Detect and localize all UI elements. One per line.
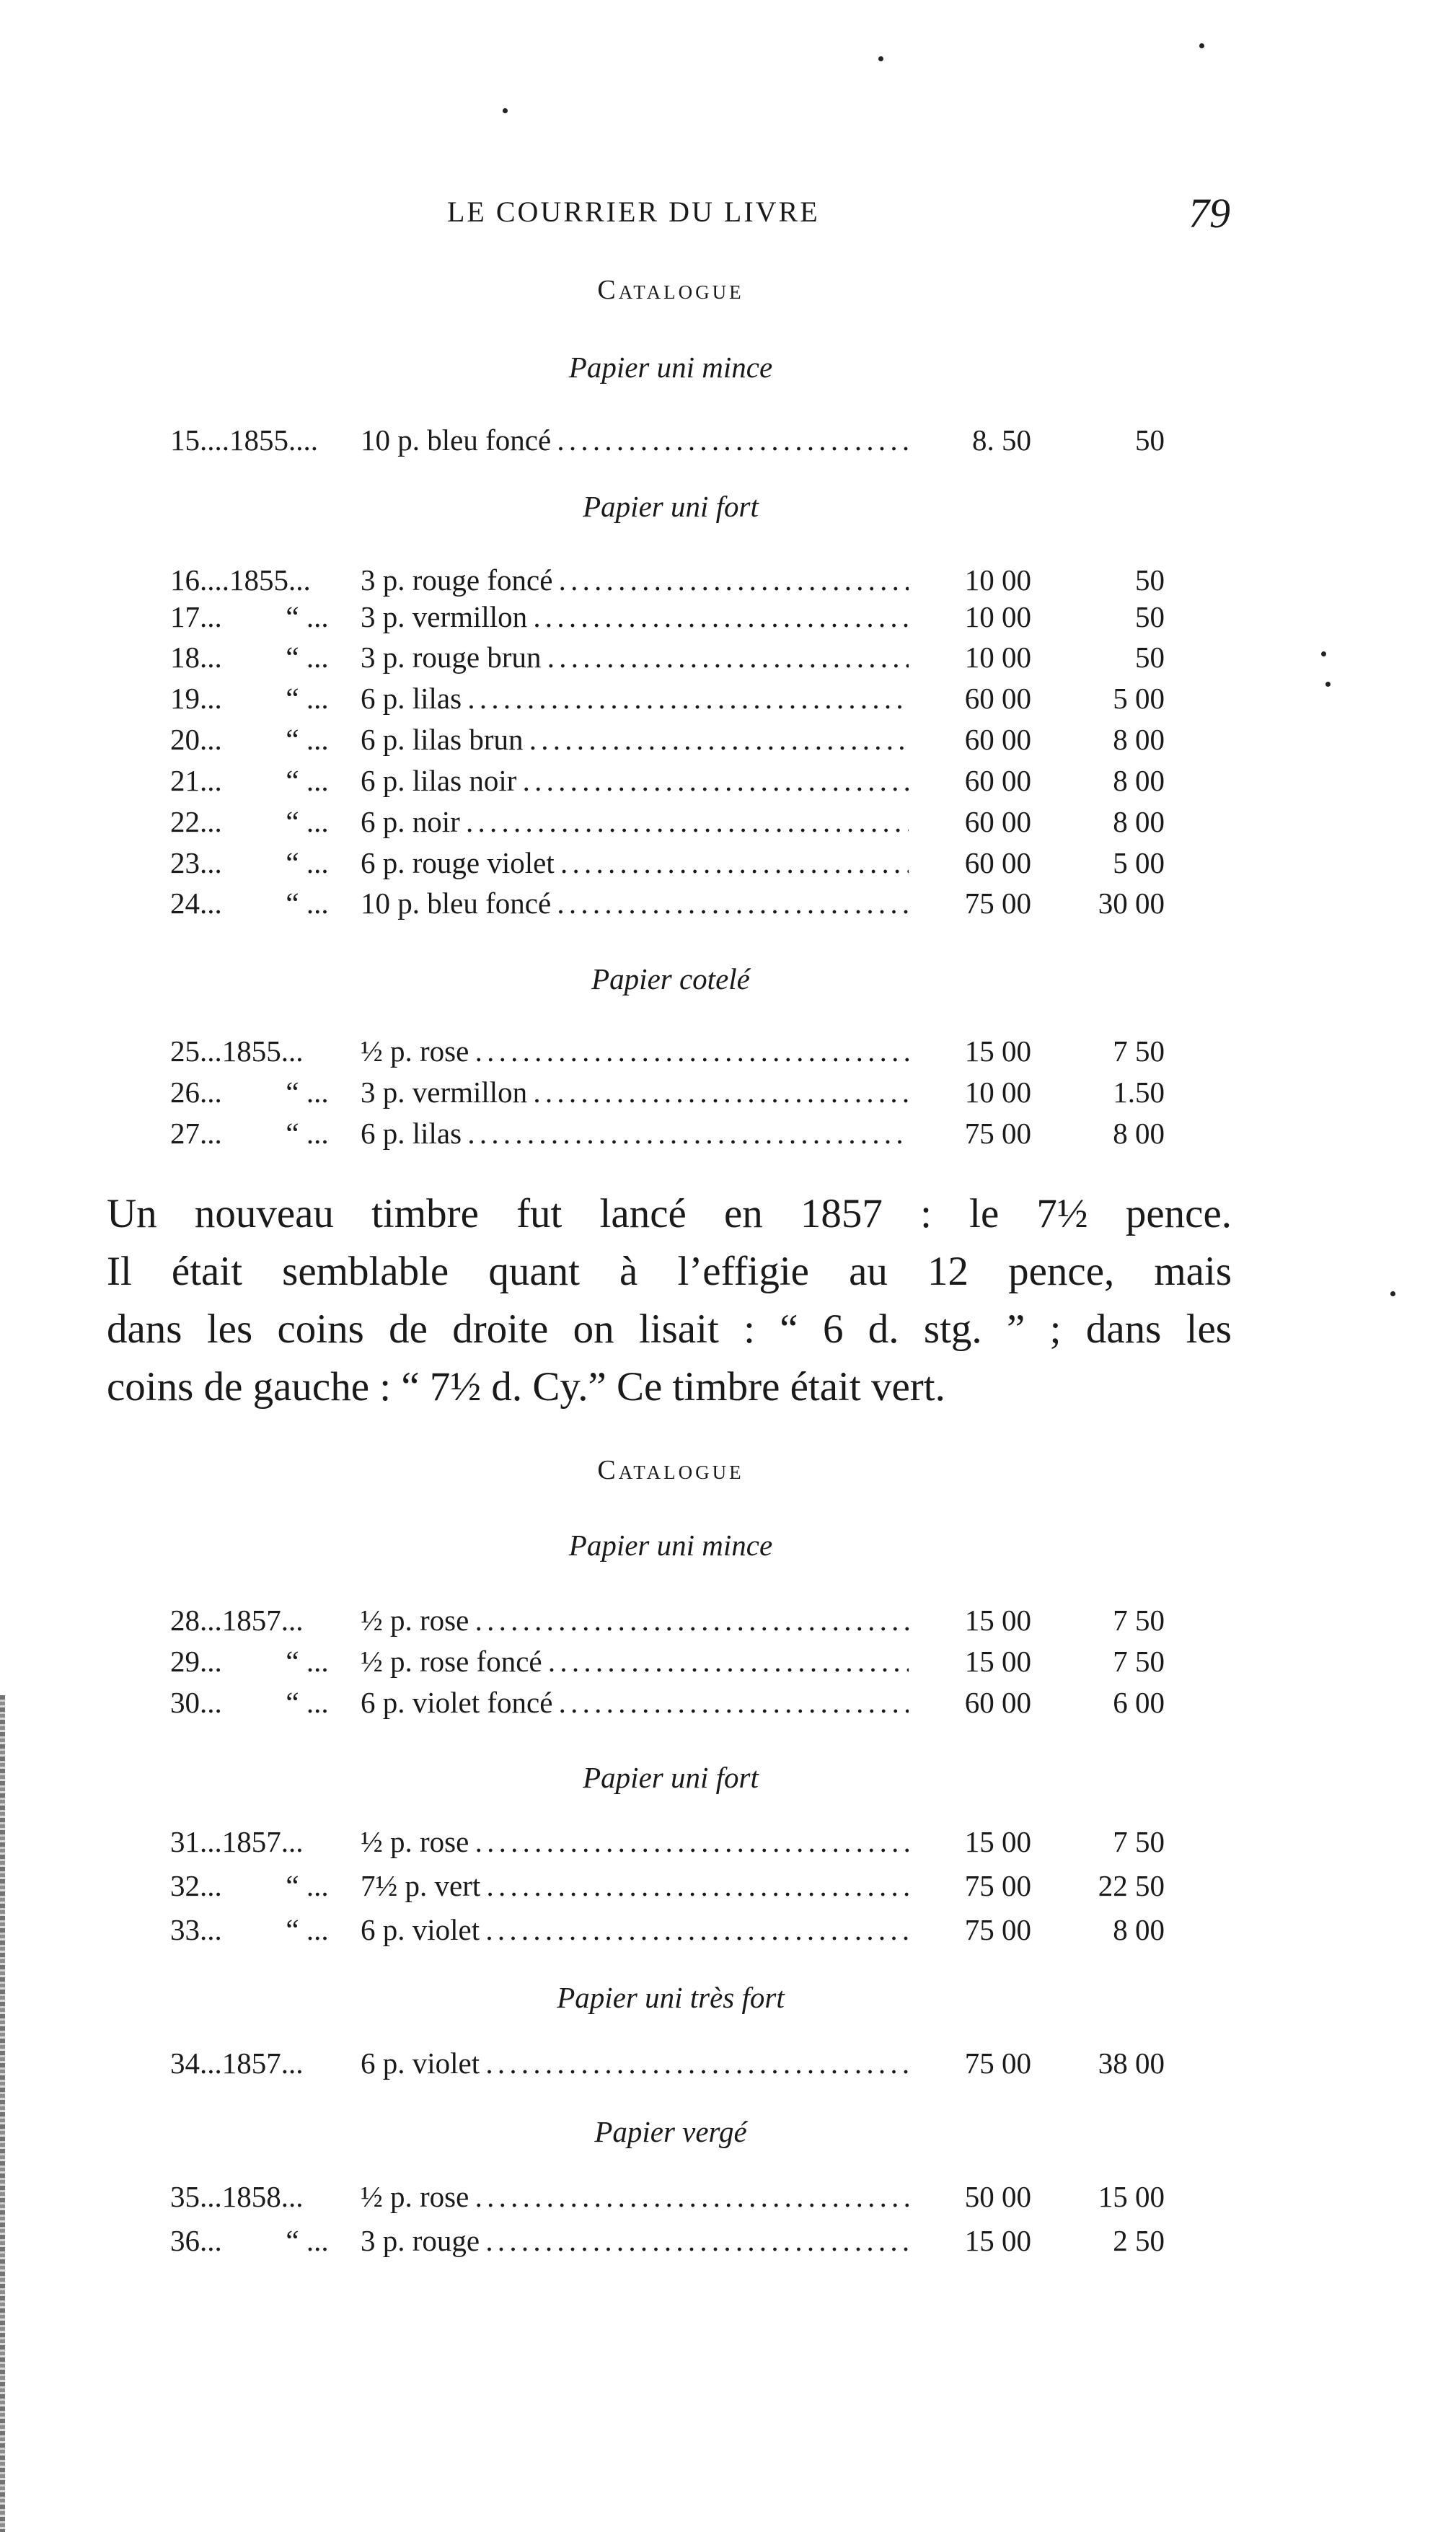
- table-row: [0, 640, 1456, 680]
- price-used: 38 00: [1098, 2047, 1165, 2080]
- stamp-description: ½ p. rose . . .: [361, 1034, 909, 1068]
- table-row: [0, 804, 1456, 845]
- ditto-mark: “ ...: [286, 846, 329, 879]
- price-used: 1.50: [1113, 1076, 1165, 1109]
- price-used: 8 00: [1113, 723, 1165, 756]
- section-title: Papier uni fort: [583, 490, 759, 523]
- price-new: 10 00: [964, 563, 1031, 597]
- stamp-description: 3 p. rouge brun . . .: [361, 640, 909, 674]
- stamp-number: 20...: [170, 723, 222, 756]
- section-title: Papier uni fort: [583, 1761, 759, 1794]
- price-used: 22 50: [1098, 1869, 1165, 1902]
- table-row: [0, 2223, 1456, 2264]
- table-row: [0, 1034, 1456, 1074]
- ditto-mark: “ ...: [286, 764, 329, 797]
- table-row: [0, 1603, 1456, 1643]
- table-row: [0, 886, 1456, 926]
- ditto-mark: “ ...: [286, 1913, 329, 1946]
- stamp-description: 3 p. rouge . . .: [361, 2223, 909, 2258]
- price-new: 75 00: [964, 1913, 1031, 1946]
- price-used: 50: [1135, 641, 1165, 674]
- stamp-number: 15....1855....: [170, 423, 318, 457]
- stamp-number: 18...: [170, 641, 222, 674]
- price-used: 7 50: [1113, 1645, 1165, 1678]
- stamp-description: 6 p. rouge violet . . .: [361, 845, 909, 880]
- stamp-description: 6 p. lilas . . .: [361, 681, 909, 716]
- table-row: [0, 2046, 1456, 2086]
- section-title: Papier uni très fort: [557, 1981, 785, 2014]
- ditto-mark: “ ...: [286, 887, 329, 920]
- price-new: 60 00: [964, 846, 1031, 879]
- stamp-number: 24...: [170, 887, 222, 920]
- table-row: [0, 1685, 1456, 1726]
- ditto-mark: “ ...: [286, 641, 329, 674]
- ditto-mark: “ ...: [286, 1076, 329, 1109]
- price-new: 15 00: [964, 1825, 1031, 1858]
- ditto-mark: “ ...: [286, 1645, 329, 1678]
- stamp-description: 6 p. lilas noir . . .: [361, 763, 909, 798]
- price-new: 60 00: [964, 764, 1031, 797]
- price-new: 15 00: [964, 1604, 1031, 1637]
- stamp-description: 3 p. rouge foncé . . .: [361, 563, 909, 597]
- price-new: 8. 50: [972, 423, 1031, 457]
- price-used: 8 00: [1113, 1117, 1165, 1150]
- paragraph-line: coins de gauche : “ 7½ d. Cy.” Ce timbre était vert.: [107, 1364, 945, 1410]
- stamp-number: 28...1857...: [170, 1604, 304, 1637]
- scan-speck: [503, 108, 508, 113]
- price-used: 6 00: [1113, 1686, 1165, 1719]
- price-used: 5 00: [1113, 846, 1165, 879]
- stamp-number: 34...1857...: [170, 2047, 304, 2080]
- price-new: 15 00: [964, 1034, 1031, 1068]
- table-row: [0, 722, 1456, 762]
- section-title: Papier uni mince: [568, 351, 773, 384]
- catalogue-heading: Catalogue: [597, 1455, 744, 1485]
- ditto-mark: “ ...: [286, 600, 329, 633]
- table-row: [0, 1824, 1456, 1865]
- stamp-description: 6 p. lilas brun . . .: [361, 722, 909, 757]
- stamp-description: 3 p. vermillon . . .: [361, 599, 909, 634]
- table-row: [0, 763, 1456, 804]
- table-row: [0, 1116, 1456, 1156]
- price-used: 50: [1135, 423, 1165, 457]
- stamp-number: 21...: [170, 764, 222, 797]
- stamp-description: 10 p. bleu foncé . . .: [361, 886, 909, 920]
- ditto-mark: “ ...: [286, 723, 329, 756]
- price-new: 10 00: [964, 600, 1031, 633]
- price-new: 15 00: [964, 2224, 1031, 2257]
- table-row: [0, 1644, 1456, 1684]
- price-used: 5 00: [1113, 682, 1165, 715]
- paragraph-line: Il était semblable quant à l’effigie au 12 pence, mais: [107, 1249, 1232, 1294]
- price-new: 75 00: [964, 1117, 1031, 1150]
- stamp-description: 3 p. vermillon . . .: [361, 1075, 909, 1109]
- stamp-description: 6 p. violet . . .: [361, 2046, 909, 2080]
- running-title: LE COURRIER DU LIVRE: [447, 195, 820, 228]
- stamp-number: 17...: [170, 600, 222, 633]
- paragraph-line: Un nouveau timbre fut lancé en 1857 : le 7½ pence.: [107, 1191, 1232, 1236]
- section-title: Papier vergé: [594, 2115, 747, 2148]
- ditto-mark: “ ...: [286, 1686, 329, 1719]
- stamp-number: 27...: [170, 1117, 222, 1150]
- table-row: [0, 599, 1456, 640]
- body-paragraph: [107, 1185, 1232, 1416]
- stamp-number: 31...1857...: [170, 1825, 304, 1858]
- stamp-description: 7½ p. vert . . .: [361, 1868, 909, 1903]
- table-row: [0, 423, 1456, 463]
- scan-speck: [878, 56, 883, 61]
- table-row: [0, 1912, 1456, 1953]
- stamp-number: 19...: [170, 682, 222, 715]
- ditto-mark: “ ...: [286, 682, 329, 715]
- stamp-number: 26...: [170, 1076, 222, 1109]
- stamp-description: 6 p. lilas . . .: [361, 1116, 909, 1151]
- price-new: 60 00: [964, 682, 1031, 715]
- stamp-number: 22...: [170, 805, 222, 838]
- price-used: 8 00: [1113, 764, 1165, 797]
- price-used: 7 50: [1113, 1034, 1165, 1068]
- stamp-number: 30...: [170, 1686, 222, 1719]
- price-new: 10 00: [964, 641, 1031, 674]
- stamp-description: 6 p. violet . . .: [361, 1912, 909, 1947]
- table-row: [0, 2179, 1456, 2220]
- stamp-description: ½ p. rose . . .: [361, 1824, 909, 1859]
- stamp-number: 32...: [170, 1869, 222, 1902]
- table-row: [0, 1075, 1456, 1115]
- page-edge-shadow: [0, 1695, 5, 2532]
- stamp-description: 10 p. bleu foncé . . .: [361, 423, 909, 457]
- scan-speck: [1390, 1291, 1395, 1296]
- section-title: Papier cotelé: [591, 962, 750, 995]
- price-used: 50: [1135, 600, 1165, 633]
- table-row: [0, 563, 1456, 603]
- catalogue-heading: Catalogue: [597, 275, 744, 305]
- stamp-description: 6 p. noir . . .: [361, 804, 909, 839]
- price-used: 8 00: [1113, 805, 1165, 838]
- table-row: [0, 681, 1456, 721]
- price-new: 60 00: [964, 1686, 1031, 1719]
- table-row: [0, 845, 1456, 886]
- price-used: 7 50: [1113, 1825, 1165, 1858]
- price-new: 75 00: [964, 1869, 1031, 1902]
- stamp-number: 29...: [170, 1645, 222, 1678]
- stamp-number: 35...1858...: [170, 2180, 304, 2213]
- ditto-mark: “ ...: [286, 1869, 329, 1902]
- price-new: 60 00: [964, 723, 1031, 756]
- stamp-description: ½ p. rose . . .: [361, 2179, 909, 2214]
- stamp-number: 33...: [170, 1913, 222, 1946]
- price-used: 7 50: [1113, 1604, 1165, 1637]
- stamp-description: ½ p. rose . . .: [361, 1603, 909, 1638]
- price-new: 75 00: [964, 887, 1031, 920]
- price-used: 2 50: [1113, 2224, 1165, 2257]
- price-used: 30 00: [1098, 887, 1165, 920]
- price-new: 75 00: [964, 2047, 1031, 2080]
- paragraph-line: dans les coins de droite on lisait : “ 6 d. stg. ” ; dans les: [107, 1306, 1232, 1352]
- scan-speck: [1199, 43, 1204, 48]
- stamp-number: 36...: [170, 2224, 222, 2257]
- stamp-description: 6 p. violet foncé . . .: [361, 1685, 909, 1720]
- stamp-number: 25...1855...: [170, 1034, 304, 1068]
- stamp-number: 23...: [170, 846, 222, 879]
- price-used: 15 00: [1098, 2180, 1165, 2213]
- price-new: 50 00: [964, 2180, 1031, 2213]
- table-row: [0, 1868, 1456, 1909]
- ditto-mark: “ ...: [286, 805, 329, 838]
- section-title: Papier uni mince: [568, 1529, 773, 1562]
- ditto-mark: “ ...: [286, 2224, 329, 2257]
- ditto-mark: “ ...: [286, 1117, 329, 1150]
- stamp-description: ½ p. rose foncé . . .: [361, 1644, 909, 1679]
- price-new: 10 00: [964, 1076, 1031, 1109]
- price-new: 60 00: [964, 805, 1031, 838]
- page-number: 79: [1188, 190, 1230, 237]
- price-used: 8 00: [1113, 1913, 1165, 1946]
- price-new: 15 00: [964, 1645, 1031, 1678]
- running-head: [0, 189, 1456, 239]
- stamp-number: 16....1855...: [170, 563, 311, 597]
- price-used: 50: [1135, 563, 1165, 597]
